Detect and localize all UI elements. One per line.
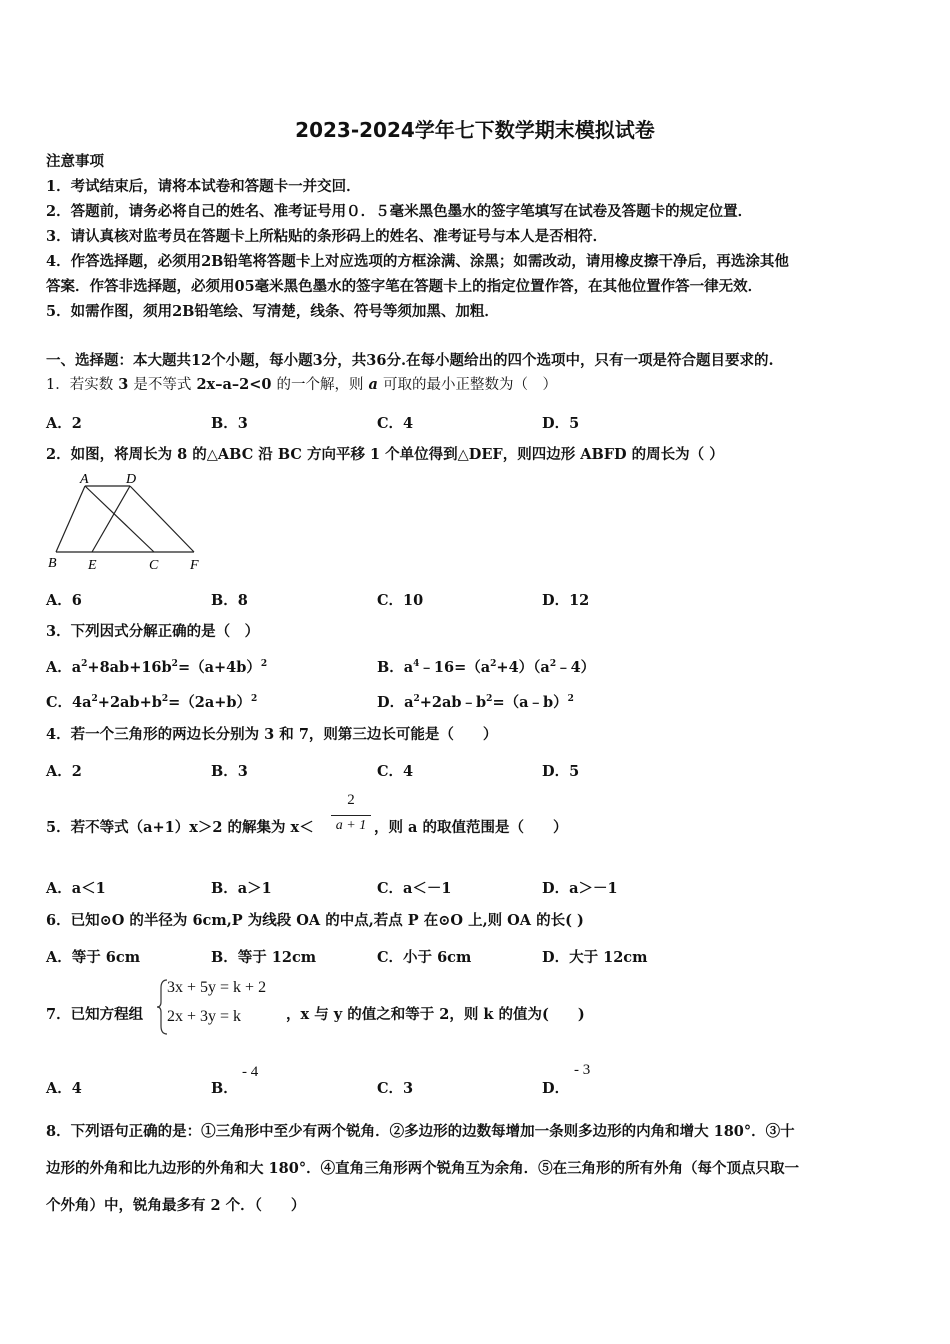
q6-option-b: B．等于 12cm [211, 949, 317, 966]
q7-equation-2: 2x + 3y = k [167, 1008, 242, 1025]
question-6: 6．已知⊙O 的半径为 6cm,P 为线段 OA 的中点,若点 P 在⊙O 上,则 OA 的长( ) [46, 912, 584, 929]
q3-option-c: C．$4a^2+2ab+b^2=(2a+b)^2$ [46, 694, 258, 711]
q4-option-c: C．4 [377, 763, 414, 780]
q2-option-d: D．12 [542, 592, 590, 609]
q2-option-a: A．6 [46, 592, 82, 609]
question-8-line: 8．下列语句正确的是：①三角形中至少有两个锐角．②多边形的边数每增加一条则多边形的内角和增大 180°．③十 [46, 1123, 795, 1140]
q1-mid: 是不等式 [133, 377, 192, 393]
notice-item: 4．作答选择题，必须用2B铅笔将答题卡上对应选项的方框涂满、涂黑；如需改动，请用橡皮擦干净后，再选涂其他 [46, 253, 789, 270]
notice-item: 1．考试结束后，请将本试卷和答题卡一并交回． [46, 178, 361, 195]
q5-option-b: B．a＞1 [211, 880, 272, 897]
label-b: B [48, 556, 57, 571]
q1-option-b: B．3 [211, 415, 248, 432]
notice-heading: 注意事项 [46, 153, 104, 170]
line-ab [56, 486, 85, 552]
q4-option-b: B．3 [211, 763, 248, 780]
line-ac [85, 486, 154, 552]
q1-inequality: 2x–a–2<0 [191, 376, 277, 393]
question-7-pre: 7．已知方程组 [46, 1006, 144, 1023]
notice-item: 答案．作答非选择题，必须用05毫米黑色墨水的签字笔在答题卡上的指定位置作答，在其他位置作答一律无效． [46, 278, 763, 295]
question-4: 4．若一个三角形的两边长分别为 3 和 7，则第三边长可能是（ ） [46, 726, 498, 743]
question-1 [46, 375, 557, 395]
q1-number: 3 [113, 376, 134, 393]
question-5-post: ，则 a 的取值范围是（ ） [374, 819, 568, 836]
q1-var-a: a [363, 376, 383, 393]
q1-option-d: D．5 [542, 415, 580, 432]
question-5-pre: 5．若不等式（a+1）x＞2 的解集为 x＜ [46, 819, 314, 836]
label-e: E [88, 558, 97, 573]
label-f: F [190, 558, 199, 573]
q7-option-d: D． [542, 1080, 570, 1097]
translation-figure [40, 472, 220, 577]
q1-option-c: C．4 [377, 415, 414, 432]
q3-option-a: A．$a^2+8ab+16b^2=(a+4b)^2$ [46, 659, 268, 676]
q1-option-a: A．2 [46, 415, 82, 432]
label-c: C [149, 558, 159, 573]
q5-option-a: A．a＜1 [46, 880, 106, 897]
q1-pre: 1．若实数 [46, 377, 114, 393]
q4-option-d: D．5 [542, 763, 580, 780]
notice-item: 3．请认真核对监考员在答题卡上所粘贴的条形码上的姓名、准考证号与本人是否相符． [46, 228, 608, 245]
label-a: A [80, 472, 89, 487]
question-8-line: 个外角）中，锐角最多有 2 个．（ ） [46, 1197, 306, 1214]
section-heading: 一、选择题：本大题共12个小题，每小题3分，共36分.在每小题给出的四个选项中，只有一项是符合题目要求的. [46, 352, 774, 369]
q5-option-d: D．a＞－1 [542, 880, 618, 897]
notice-item: 2．答题前，请务必将自己的姓名、准考证号用０．５毫米黑色墨水的签字笔填写在试卷及答题卡的规定位置． [46, 203, 753, 220]
q7-option-b: B． [211, 1080, 238, 1097]
q6-option-c: C．小于 6cm [377, 949, 472, 966]
line-de [92, 486, 130, 552]
q7-equation-1: 3x + 5y = k + 2 [167, 979, 267, 996]
q1-post: 可取的最小正整数为（ ） [382, 377, 557, 393]
q5-fraction-denominator: a + 1 [335, 818, 367, 833]
q6-option-d: D．大于 12cm [542, 949, 648, 966]
q7-option-d-value: - 3 [574, 1062, 591, 1078]
q7-option-b-value: - 4 [242, 1064, 259, 1080]
q2-option-b: B．8 [211, 592, 248, 609]
notice-item: 5．如需作图，须用2B铅笔绘、写清楚，线条、符号等须加黑、加粗． [46, 303, 499, 320]
q3-option-d: D．$a^2+2ab﹣b^2=(a﹣b)^2$ [377, 694, 574, 711]
q4-option-a: A．2 [46, 763, 82, 780]
q1-mid2: 的一个解，则 [276, 377, 364, 393]
q7-option-a: A．4 [46, 1080, 82, 1097]
line-df [130, 486, 194, 552]
q2-option-c: C．10 [377, 592, 424, 609]
question-2: 2．如图，将周长为 8 的△ABC 沿 BC 方向平移 1 个单位得到△DEF，则四边形 ABFD 的周长为（ ） [46, 446, 724, 463]
q6-option-a: A．等于 6cm [46, 949, 141, 966]
q7-option-c: C．3 [377, 1080, 414, 1097]
q5-option-c: C．a＜－1 [377, 880, 452, 897]
q5-fraction-numerator: 2 [347, 792, 355, 808]
q3-option-b: B．$a^4﹣16=(a^2+4)(a^2﹣4)$ [377, 659, 596, 676]
question-7-post: ，x 与 y 的值之和等于 2，则 k 的值为( ) [286, 1006, 585, 1023]
question-3: 3．下列因式分解正确的是（ ） [46, 623, 260, 640]
page-title: 2023-2024学年七下数学期末模拟试卷 [295, 118, 655, 142]
label-d: D [126, 472, 137, 487]
q5-fraction-bar [331, 815, 371, 816]
question-8-line: 边形的外角和比九边形的外角和大 180°．④直角三角形两个锐角互为余角．⑤在三角形的所有外角（每个顶点只取一 [46, 1160, 800, 1177]
